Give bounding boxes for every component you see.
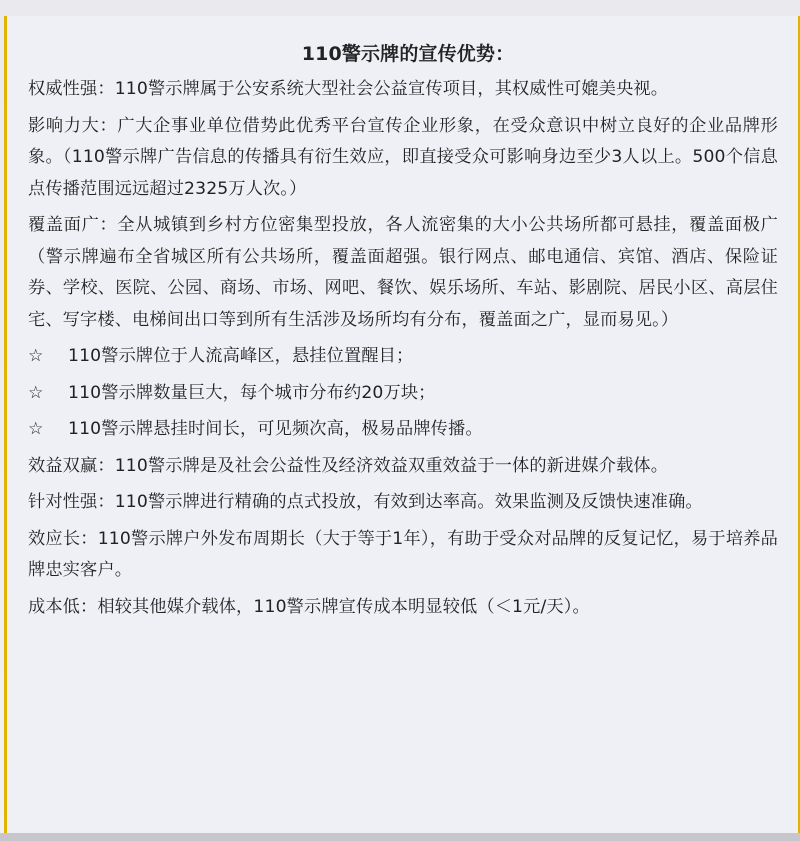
page-title: 110警示牌的宣传优势： [301, 43, 515, 65]
paragraph-low-cost [28, 592, 778, 624]
paragraph-coverage [28, 210, 778, 336]
paragraph-long-effect [28, 524, 778, 587]
paragraph-label: 效益双赢： [28, 455, 115, 476]
bullet-item [28, 378, 778, 410]
paragraph-text: 110警示牌户外发布周期长（大于等于1年），有助于受众对品牌的反复记忆，易于培养品牌忠实客户。 [28, 528, 779, 580]
paragraph-text: 广大企事业单位借势此优秀平台宣传企业形象，在受众意识中树立良好的企业品牌形象。（110警示牌广告信息的传播具有衍生效应，即直接受众可影响身边至少3人以上。500个信息点传播范围远远超过2325万人次。） [28, 115, 778, 199]
paragraph-authority [28, 74, 778, 106]
paragraph-text: 110警示牌进行精确的点式投放，有效到达率高。效果监测及反馈快速准确。 [114, 492, 703, 512]
paragraph-label: 效应长： [28, 528, 98, 549]
document-body [28, 34, 778, 628]
paragraph-text: 110警示牌是及社会公益性及经济效益双重效益于一体的新进媒介载体。 [114, 455, 669, 476]
star-icon: ☆ [28, 346, 44, 366]
paragraph-targeting [28, 487, 778, 519]
bullet-text: 110警示牌数量巨大，每个城市分布约20万块； [68, 382, 436, 403]
paragraph-label: 成本低： [28, 596, 98, 617]
bottom-band [0, 833, 800, 841]
star-icon: ☆ [28, 419, 44, 439]
bullet-item [28, 341, 778, 373]
paragraph-label: 影响力大： [28, 115, 118, 136]
paragraph-label: 针对性强： [28, 492, 115, 512]
paragraph-influence [28, 111, 778, 206]
paragraph-label: 权威性强： [28, 79, 115, 99]
paragraph-win-win [28, 451, 778, 483]
bullet-item [28, 414, 778, 446]
paragraph-text: 110警示牌属于公安系统大型社会公益宣传项目，其权威性可媲美央视。 [114, 79, 669, 99]
paragraph-label: 覆盖面广： [28, 215, 118, 235]
bullet-text: 110警示牌位于人流高峰区，悬挂位置醒目； [68, 346, 414, 366]
paragraph-text: 相较其他媒介载体，110警示牌宣传成本明显较低（＜1元/天）。 [97, 596, 590, 617]
star-icon: ☆ [28, 382, 44, 403]
bullet-text: 110警示牌悬挂时间长，可见频次高，极易品牌传播。 [68, 419, 483, 439]
paragraph-text: 全从城镇到乡村方位密集型投放，各人流密集的大小公共场所都可悬挂，覆盖面极广（警示牌遍布全省城区所有公共场所，覆盖面超强。银行网点、邮电通信、宾馆、酒店、保险证券、学校、医院、公园、商场、市场、网吧、餐饮、娱乐场所、车站、影剧院、居民小区、高层住宅、写字楼、电梯间出口等到所有生活涉及场所均有分布，覆盖面之广，显而易见。） [28, 215, 778, 330]
